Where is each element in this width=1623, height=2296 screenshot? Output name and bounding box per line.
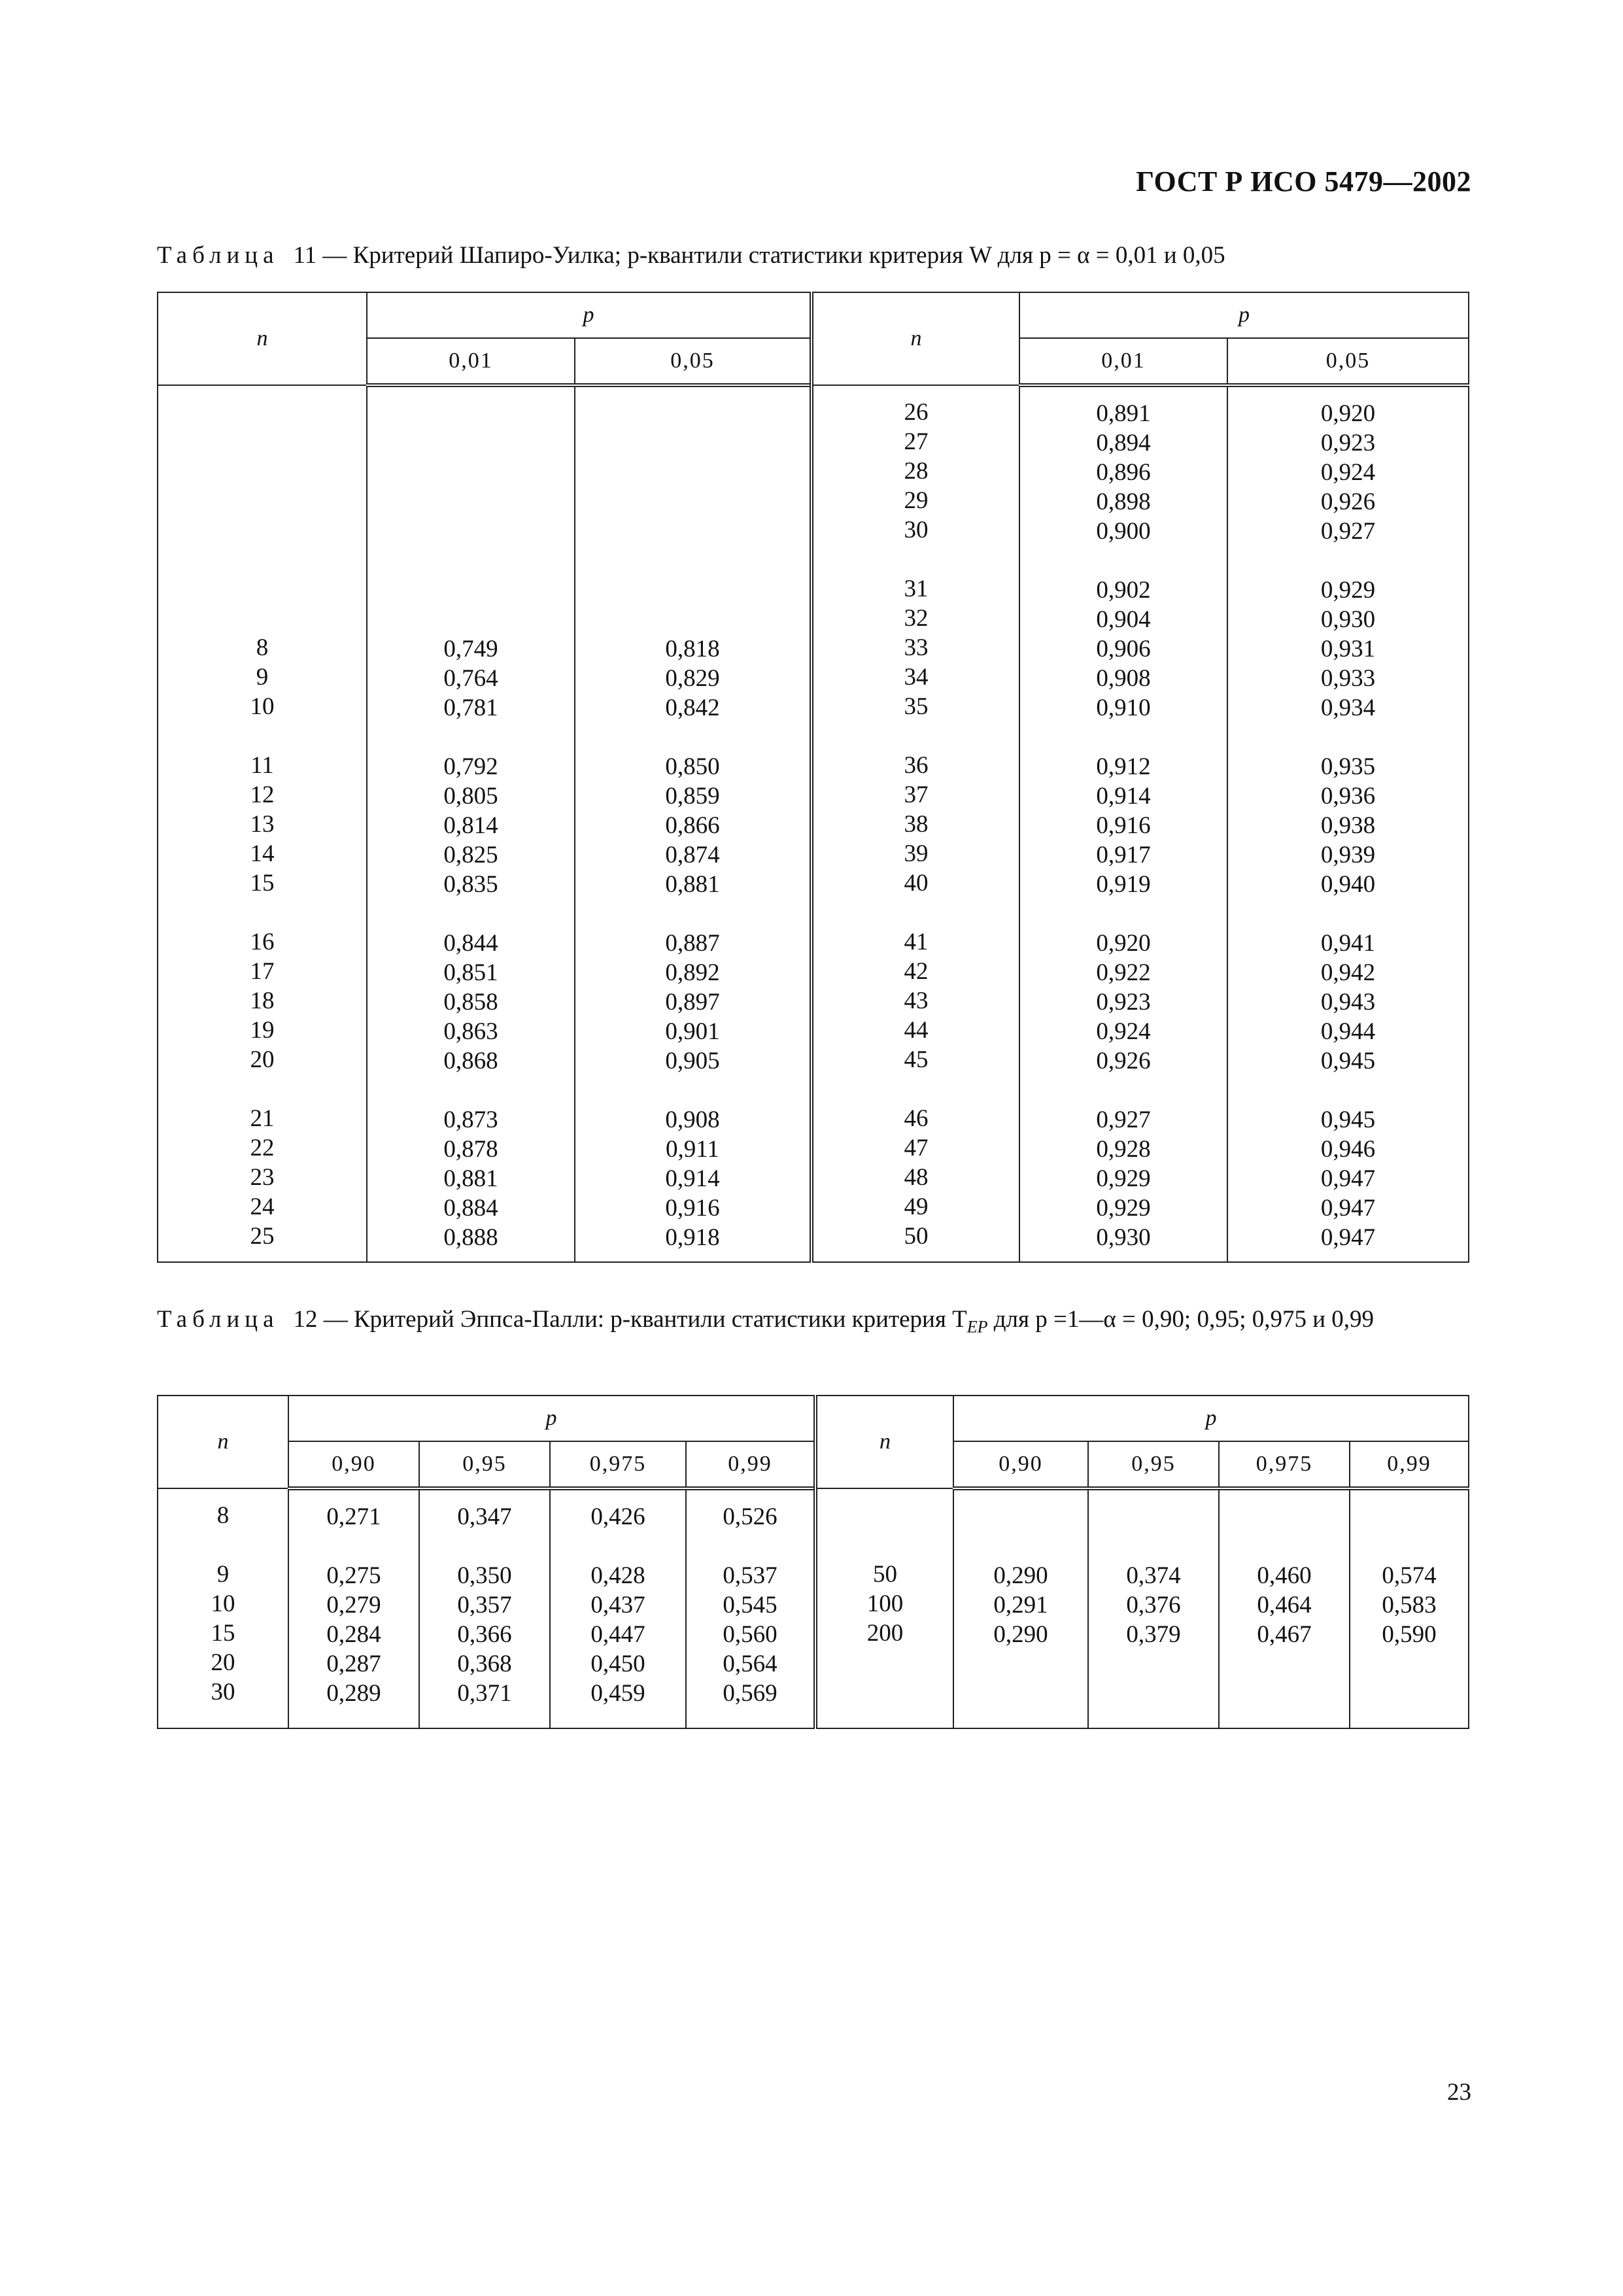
table-cell: 0,376	[1126, 1592, 1181, 1619]
table-cell	[158, 398, 366, 427]
table-cell: 12	[250, 781, 275, 808]
table-cell: 0,805	[443, 783, 498, 810]
table-cell: 0,892	[665, 959, 720, 986]
table-cell: 34	[904, 664, 929, 691]
table-cell: 0,347	[457, 1503, 512, 1530]
table-cell	[575, 517, 810, 546]
table-cell: 8	[216, 1502, 230, 1529]
table-cell: 25	[250, 1223, 275, 1250]
table-cell	[367, 428, 574, 458]
table11-col-p005-right	[1227, 385, 1469, 1262]
table-cell: 0,863	[443, 1018, 498, 1045]
table12-header-p0975-right: 0,975	[1219, 1441, 1350, 1488]
table-cell: 0,366	[457, 1621, 512, 1648]
table-cell: 0,467	[1257, 1621, 1312, 1648]
table-cell: 0,764	[443, 665, 498, 692]
table12-col-p090-right	[953, 1488, 1088, 1728]
table-cell: 10	[211, 1590, 235, 1617]
table-cell	[1020, 546, 1227, 575]
table-cell: 0,850	[665, 753, 720, 780]
table-cell: 28	[904, 458, 929, 485]
table-cell: 0,919	[1096, 871, 1151, 898]
table-cell: 0,900	[1096, 518, 1151, 545]
table-cell: 0,290	[993, 1562, 1048, 1589]
table-cell: 0,290	[993, 1621, 1048, 1648]
table-cell	[420, 1532, 549, 1561]
table-cell: 0,936	[1320, 783, 1376, 810]
table-cell	[813, 721, 1019, 751]
table-cell: 0,926	[1096, 1048, 1151, 1074]
table-cell	[687, 1532, 813, 1561]
table11-header-p-left: p	[367, 292, 811, 338]
table-cell: 0,574	[1382, 1562, 1437, 1589]
table12-col-p099-right	[1350, 1488, 1469, 1728]
table-cell	[367, 575, 574, 605]
table11-number: 11	[293, 242, 317, 269]
table-cell	[158, 1530, 288, 1560]
table-cell: 0,917	[1096, 842, 1151, 868]
table-cell	[575, 399, 810, 428]
table-cell: 0,545	[723, 1592, 777, 1619]
table-11	[157, 292, 1469, 1263]
table-cell: 0,933	[1320, 665, 1376, 692]
table-cell: 50	[873, 1561, 897, 1588]
table-cell: 11	[250, 752, 274, 779]
table-cell: 24	[250, 1193, 275, 1220]
table-cell: 0,908	[1096, 665, 1151, 692]
table-cell: 35	[904, 693, 929, 720]
table-cell: 0,940	[1320, 871, 1376, 898]
table-cell: 15	[250, 870, 275, 897]
table-cell: 20	[211, 1649, 235, 1676]
table12-title: — Критерий Эппса-Палли: p-квантили статистики критерия T	[323, 1306, 967, 1333]
table-cell: 0,947	[1320, 1224, 1376, 1251]
table11-caption	[157, 241, 1468, 271]
table-cell	[158, 1074, 366, 1104]
table-cell: 39	[904, 840, 929, 867]
table-cell: 0,749	[443, 636, 498, 662]
table-cell: 31	[904, 575, 929, 602]
table12-header-p0975-left: 0,975	[550, 1441, 686, 1488]
table-cell: 20	[250, 1046, 275, 1073]
table-cell	[817, 1677, 953, 1707]
table-cell: 16	[250, 929, 275, 955]
table-cell	[289, 1532, 419, 1561]
table-cell: 0,275	[326, 1562, 381, 1589]
table-cell	[575, 575, 810, 605]
table12-col-p095-left	[419, 1488, 550, 1728]
table-cell: 0,874	[665, 842, 720, 868]
table-cell: 0,930	[1320, 606, 1376, 633]
table-cell: 0,792	[443, 753, 498, 780]
table-cell	[1228, 723, 1468, 752]
table-cell: 0,929	[1096, 1165, 1151, 1192]
table-cell: 9	[216, 1561, 230, 1588]
table-cell: 0,858	[443, 989, 498, 1016]
table-cell	[158, 427, 366, 456]
table11-col-n-left	[158, 385, 367, 1262]
table-cell: 41	[904, 929, 929, 955]
table-cell: 0,946	[1320, 1136, 1376, 1163]
table-cell: 0,927	[1096, 1106, 1151, 1133]
table12-header-p099-right: 0,99	[1350, 1441, 1469, 1488]
table-cell: 22	[250, 1135, 275, 1161]
table-cell: 0,859	[665, 783, 720, 810]
table12-header-p090-left: 0,90	[288, 1441, 419, 1488]
table-cell: 23	[250, 1164, 275, 1191]
table-cell: 0,930	[1096, 1224, 1151, 1251]
table-cell	[1350, 1649, 1468, 1679]
table-cell: 0,898	[1096, 488, 1151, 515]
table-cell	[1089, 1502, 1218, 1532]
table11-title: — Критерий Шапиро-Уилка; p-квантили статистики критерия W для p = α = 0,01 и 0,05	[322, 242, 1225, 269]
table-cell	[575, 458, 810, 487]
table-cell	[367, 723, 574, 752]
table-cell: 0,912	[1096, 753, 1151, 780]
table-cell: 100	[866, 1590, 904, 1617]
table-cell: 0,911	[666, 1136, 719, 1163]
table-cell: 0,944	[1320, 1018, 1376, 1045]
table-cell	[367, 605, 574, 634]
table-cell	[954, 1649, 1087, 1679]
table-cell	[575, 899, 810, 929]
table-cell: 29	[904, 487, 929, 514]
table-cell	[158, 898, 366, 927]
table-cell	[813, 1074, 1019, 1104]
table12-caption	[157, 1305, 1468, 1342]
table-cell: 19	[250, 1017, 275, 1044]
table-cell: 47	[904, 1135, 929, 1161]
table-cell: 50	[904, 1223, 929, 1250]
table-cell: 0,935	[1320, 753, 1376, 780]
table-cell: 0,279	[326, 1592, 381, 1619]
table-cell: 0,371	[457, 1680, 512, 1707]
table-cell: 0,945	[1320, 1106, 1376, 1133]
table-cell: 0,537	[723, 1562, 777, 1589]
table11-col-p001-left	[367, 385, 575, 1262]
table12-header-p-left: p	[288, 1396, 815, 1441]
table-cell: 0,881	[665, 871, 720, 898]
table-cell: 0,781	[443, 694, 498, 721]
table-cell: 0,943	[1320, 989, 1376, 1016]
table-cell: 0,920	[1320, 400, 1376, 427]
table-cell: 0,928	[1096, 1136, 1151, 1163]
table-cell: 200	[866, 1620, 904, 1647]
table-cell: 0,905	[665, 1048, 720, 1074]
table-cell: 0,908	[665, 1106, 720, 1133]
table-cell: 0,920	[1096, 930, 1151, 957]
table-cell: 0,878	[443, 1136, 498, 1163]
table-cell: 0,459	[590, 1680, 645, 1707]
table-cell	[817, 1501, 953, 1530]
table-cell	[1089, 1532, 1218, 1561]
document-id: ГОСТ Р ИСО 5479—2002	[1136, 165, 1471, 197]
table-cell: 18	[250, 987, 275, 1014]
table-cell: 0,916	[1096, 812, 1151, 839]
table12-subscript: EP	[966, 1317, 988, 1337]
table-cell	[575, 723, 810, 752]
table-cell: 0,814	[443, 812, 498, 839]
table-cell: 0,291	[993, 1592, 1048, 1619]
table11-header-p001-left: 0,01	[367, 338, 575, 385]
table-cell	[1220, 1649, 1349, 1679]
table-cell: 10	[250, 693, 275, 720]
table-cell: 0,916	[665, 1195, 720, 1222]
table-cell	[158, 515, 366, 545]
table-cell	[367, 399, 574, 428]
table11-col-p001-right	[1019, 385, 1227, 1262]
table-cell: 0,842	[665, 694, 720, 721]
table-cell: 49	[904, 1193, 929, 1220]
table-cell	[1228, 1076, 1468, 1105]
table12-col-n-left	[158, 1488, 288, 1728]
table-cell: 0,560	[723, 1621, 777, 1648]
table-cell: 0,941	[1320, 930, 1376, 957]
table-cell: 0,873	[443, 1106, 498, 1133]
table-cell: 0,526	[723, 1503, 777, 1530]
table-cell	[575, 605, 810, 634]
table-cell	[1089, 1649, 1218, 1679]
table-cell: 0,914	[665, 1165, 720, 1192]
table-cell	[575, 428, 810, 458]
table-cell	[1020, 1076, 1227, 1105]
table-cell: 0,901	[665, 1018, 720, 1045]
table-cell: 30	[904, 517, 929, 543]
table-cell: 0,906	[1096, 636, 1151, 662]
table-cell	[367, 458, 574, 487]
table-cell: 0,437	[590, 1592, 645, 1619]
table-cell	[817, 1530, 953, 1560]
table11-header-p-right: p	[1019, 292, 1469, 338]
table-cell: 0,881	[443, 1165, 498, 1192]
table-cell	[1220, 1532, 1349, 1561]
table-cell: 32	[904, 605, 929, 632]
table-cell: 38	[904, 811, 929, 838]
table-cell: 30	[211, 1679, 235, 1705]
table-cell: 0,924	[1320, 459, 1376, 486]
table-cell: 0,947	[1320, 1195, 1376, 1222]
table-cell	[575, 487, 810, 517]
table-cell	[1089, 1679, 1218, 1708]
table-cell: 0,947	[1320, 1165, 1376, 1192]
table-cell: 44	[904, 1017, 929, 1044]
table-cell: 0,379	[1126, 1621, 1181, 1648]
table12-header-n-right: n	[815, 1396, 953, 1488]
table-12	[157, 1395, 1469, 1729]
table-cell: 9	[256, 664, 269, 691]
table11-col-n-right	[811, 385, 1019, 1262]
table-cell: 0,891	[1096, 400, 1151, 427]
table-cell	[1020, 899, 1227, 929]
table-cell	[813, 898, 1019, 927]
table-cell: 27	[904, 428, 929, 455]
table12-header-p095-left: 0,95	[419, 1441, 550, 1488]
table-cell: 33	[904, 634, 929, 661]
table-cell: 36	[904, 752, 929, 779]
table-cell	[1350, 1532, 1468, 1561]
table-cell	[1220, 1502, 1349, 1532]
table-cell	[954, 1532, 1087, 1561]
table-cell: 0,902	[1096, 577, 1151, 604]
table12-col-p0975-right	[1219, 1488, 1350, 1728]
table-cell: 0,284	[326, 1621, 381, 1648]
table12-title-end: для p =1—α = 0,90; 0,95; 0,975 и 0,99	[993, 1306, 1375, 1333]
table12-col-p090-left	[288, 1488, 419, 1728]
table12-header-n-left: n	[158, 1396, 288, 1488]
table-cell	[1228, 899, 1468, 929]
table12-label: Таблица	[157, 1306, 279, 1333]
table12-number: 12	[293, 1306, 318, 1333]
table12-col-n-right	[815, 1488, 953, 1728]
table-cell	[817, 1648, 953, 1677]
table-cell: 0,851	[443, 959, 498, 986]
table-cell: 0,426	[590, 1503, 645, 1530]
table-cell: 0,271	[326, 1503, 381, 1530]
table-cell: 0,818	[665, 636, 720, 662]
table-cell: 0,924	[1096, 1018, 1151, 1045]
table-cell: 0,866	[665, 812, 720, 839]
table11-header-n-left: n	[158, 292, 367, 385]
table-cell: 0,374	[1126, 1562, 1181, 1589]
table-cell	[158, 486, 366, 515]
table-cell: 0,564	[723, 1651, 777, 1677]
table-cell: 0,929	[1096, 1195, 1151, 1222]
table-cell: 0,844	[443, 930, 498, 957]
table-cell: 0,829	[665, 665, 720, 692]
table-cell: 43	[904, 987, 929, 1014]
table12-header-p-right: p	[953, 1396, 1469, 1441]
page-number: 23	[1447, 2079, 1471, 2106]
table-cell: 0,825	[443, 842, 498, 868]
table12-body-row	[158, 1488, 1469, 1728]
table11-body-row	[158, 385, 1469, 1262]
table11-col-p005-left	[575, 385, 811, 1262]
table-cell	[813, 545, 1019, 574]
table-cell: 0,918	[665, 1224, 720, 1251]
table-cell: 0,931	[1320, 636, 1376, 662]
table12-header-p095-right: 0,95	[1088, 1441, 1219, 1488]
table-cell: 0,287	[326, 1651, 381, 1677]
table11-header-p001-right: 0,01	[1019, 338, 1227, 385]
table-cell: 0,835	[443, 871, 498, 898]
table-cell: 0,888	[443, 1224, 498, 1251]
table-cell: 0,926	[1320, 488, 1376, 515]
table-cell: 0,896	[1096, 459, 1151, 486]
table-cell: 0,884	[443, 1195, 498, 1222]
table-cell: 0,929	[1320, 577, 1376, 604]
table-cell: 0,904	[1096, 606, 1151, 633]
table-cell: 0,923	[1096, 989, 1151, 1016]
table12-header-p090-right: 0,90	[953, 1441, 1088, 1488]
table-cell	[575, 546, 810, 575]
table-cell	[367, 899, 574, 929]
table-cell: 0,922	[1096, 959, 1151, 986]
table-cell	[1020, 723, 1227, 752]
table-cell: 0,428	[590, 1562, 645, 1589]
table-cell: 26	[904, 399, 929, 426]
table-cell: 8	[256, 634, 269, 661]
table-cell: 46	[904, 1105, 929, 1132]
table-cell	[367, 487, 574, 517]
table-cell	[158, 574, 366, 604]
table-cell	[158, 545, 366, 574]
table-cell: 0,464	[1257, 1592, 1312, 1619]
table-cell: 0,897	[665, 989, 720, 1016]
table-cell: 0,910	[1096, 694, 1151, 721]
table-cell	[1220, 1679, 1349, 1708]
table11-header-n-right: n	[811, 292, 1019, 385]
table-cell: 21	[250, 1105, 275, 1132]
table12-col-p0975-left	[550, 1488, 686, 1728]
table-cell: 0,939	[1320, 842, 1376, 868]
table-cell: 0,583	[1382, 1592, 1437, 1619]
table-cell	[158, 456, 366, 486]
table-cell: 37	[904, 781, 929, 808]
table-cell: 13	[250, 811, 275, 838]
table-cell: 42	[904, 958, 929, 985]
table-cell	[158, 721, 366, 751]
table11-label: Таблица	[157, 242, 279, 269]
table-cell: 0,942	[1320, 959, 1376, 986]
table-cell: 0,368	[457, 1651, 512, 1677]
table-cell: 0,357	[457, 1592, 512, 1619]
table12-col-p095-right	[1088, 1488, 1219, 1728]
table-cell: 0,868	[443, 1048, 498, 1074]
table-cell: 0,569	[723, 1680, 777, 1707]
table-cell: 15	[211, 1620, 235, 1647]
table-cell: 0,460	[1257, 1562, 1312, 1589]
table-cell: 0,289	[326, 1680, 381, 1707]
table-cell: 0,590	[1382, 1621, 1437, 1648]
table-cell	[1228, 546, 1468, 575]
table12-header-p099-left: 0,99	[686, 1441, 815, 1488]
table-cell: 14	[250, 840, 275, 867]
table-cell	[367, 517, 574, 546]
table-cell: 0,350	[457, 1562, 512, 1589]
table-cell	[367, 1076, 574, 1105]
table11-header-p005-left: 0,05	[575, 338, 811, 385]
table-cell	[1350, 1502, 1468, 1532]
table-cell: 0,927	[1320, 518, 1376, 545]
table-cell: 17	[250, 958, 275, 985]
table-cell: 0,447	[590, 1621, 645, 1648]
table-cell: 0,923	[1320, 430, 1376, 456]
table-cell	[367, 546, 574, 575]
table-cell	[954, 1502, 1087, 1532]
table-cell: 0,938	[1320, 812, 1376, 839]
table11-header-p005-right: 0,05	[1227, 338, 1469, 385]
table-cell	[1350, 1679, 1468, 1708]
table-cell	[551, 1532, 685, 1561]
table-cell	[575, 1076, 810, 1105]
table-cell	[954, 1679, 1087, 1708]
table-cell: 40	[904, 870, 929, 897]
table-cell: 45	[904, 1046, 929, 1073]
table-cell: 0,887	[665, 930, 720, 957]
table-cell: 0,450	[590, 1651, 645, 1677]
table-cell: 0,934	[1320, 694, 1376, 721]
table-cell: 48	[904, 1164, 929, 1191]
table-cell	[158, 604, 366, 633]
table-cell: 0,894	[1096, 430, 1151, 456]
table-cell: 0,945	[1320, 1048, 1376, 1074]
table-cell: 0,914	[1096, 783, 1151, 810]
table12-col-p099-left	[686, 1488, 815, 1728]
